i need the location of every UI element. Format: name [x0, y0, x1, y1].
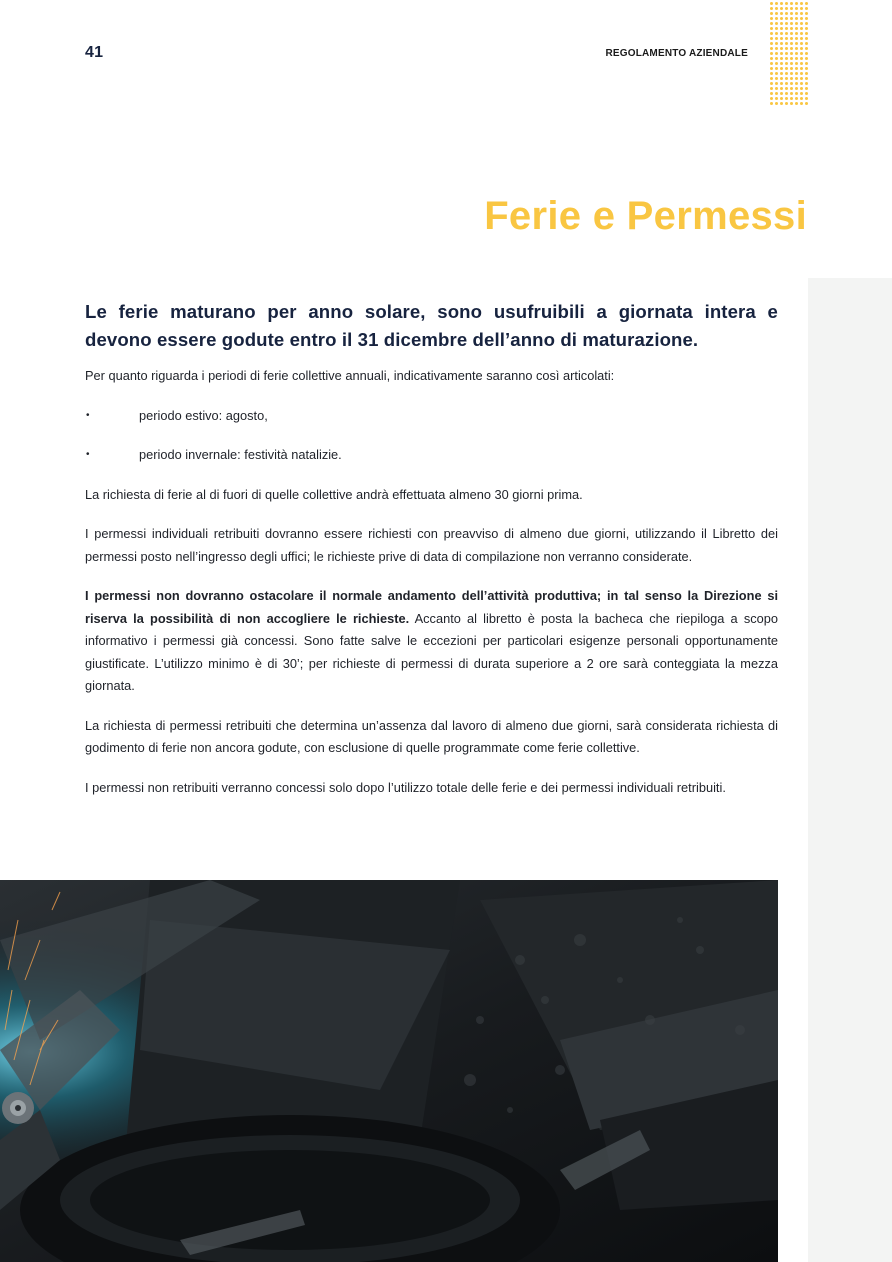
decor-dot [795, 67, 798, 70]
decor-dot [790, 77, 793, 80]
decor-dot [780, 27, 783, 30]
decor-dot [805, 7, 808, 10]
decor-dot [780, 57, 783, 60]
decor-dot [800, 12, 803, 15]
decor-dot [800, 17, 803, 20]
decor-dot [795, 17, 798, 20]
decor-dot [795, 37, 798, 40]
decor-dot [775, 82, 778, 85]
bullet-mark: • [86, 409, 90, 421]
decor-dot [805, 37, 808, 40]
decor-dot [790, 92, 793, 95]
decor-dot [805, 62, 808, 65]
decor-dot [795, 87, 798, 90]
decor-dot [785, 22, 788, 25]
decor-dot [785, 67, 788, 70]
decor-dot [800, 32, 803, 35]
decor-dot [785, 87, 788, 90]
decor-dot [795, 27, 798, 30]
running-header: REGOLAMENTO AZIENDALE [605, 48, 748, 59]
decor-dot [805, 102, 808, 105]
decor-dot [770, 32, 773, 35]
decor-dot [775, 77, 778, 80]
decor-dot [805, 32, 808, 35]
decor-dot [770, 17, 773, 20]
decor-dot [775, 7, 778, 10]
decor-dot [785, 77, 788, 80]
decor-dot [770, 57, 773, 60]
decor-dot [780, 12, 783, 15]
decor-dot [805, 82, 808, 85]
decor-dot [775, 12, 778, 15]
decor-dot [790, 47, 793, 50]
decor-dot [775, 22, 778, 25]
decor-dot [785, 12, 788, 15]
decor-dot [800, 97, 803, 100]
decor-dot [770, 27, 773, 30]
paragraph-absence: La richiesta di permessi retribuiti che determina un’assenza dal lavoro di almeno due giorni, sarà considerata richiesta di godimento di ferie non ancora godute, con esclusione di quelle programmate come ferie collettive. [85, 717, 778, 755]
decor-dot [780, 17, 783, 20]
decor-dot [800, 62, 803, 65]
paragraph-collective-leave: Per quanto riguarda i periodi di ferie collettive annuali, indicativamente saranno così articolati: [85, 368, 615, 383]
decor-dot [805, 67, 808, 70]
decor-dot [795, 92, 798, 95]
decor-dot [790, 22, 793, 25]
decor-dot [770, 42, 773, 45]
decor-dot [790, 37, 793, 40]
decor-dot [775, 57, 778, 60]
decor-dot [805, 87, 808, 90]
paragraph-leave-request: La richiesta di ferie al di fuori di quelle collettive andrà effettuata almeno 30 giorni prima. [85, 486, 583, 502]
decor-dot [790, 42, 793, 45]
decor-dot [800, 27, 803, 30]
decor-dot [785, 42, 788, 45]
decor-dot [785, 82, 788, 85]
decor-dot [785, 97, 788, 100]
decor-dot [805, 12, 808, 15]
paragraph-unpaid-permits: I permessi non retribuiti verranno concessi solo dopo l’utilizzo totale delle ferie e dei permessi individuali retribuiti. [85, 779, 726, 795]
decor-dot [805, 22, 808, 25]
decor-dot [780, 7, 783, 10]
decor-dot [775, 27, 778, 30]
decor-dot [775, 42, 778, 45]
decor-dot [800, 22, 803, 25]
decor-dot [770, 67, 773, 70]
bullet-item [85, 405, 778, 428]
decor-dot [790, 17, 793, 20]
decor-dot [770, 52, 773, 55]
decor-dot [785, 57, 788, 60]
decor-dot [775, 37, 778, 40]
decor-dot [770, 87, 773, 90]
decor-dot [775, 87, 778, 90]
bullet-item [85, 444, 778, 467]
decor-dot [775, 17, 778, 20]
decor-dot [795, 2, 798, 5]
decor-dot [805, 77, 808, 80]
decor-dot [800, 57, 803, 60]
decor-dot [790, 67, 793, 70]
decor-dot [800, 92, 803, 95]
decor-dot [800, 52, 803, 55]
decor-dot [780, 42, 783, 45]
decor-dot [805, 27, 808, 30]
decor-dot [800, 102, 803, 105]
decor-dot [770, 2, 773, 5]
decor-dot [775, 67, 778, 70]
side-panel [808, 278, 892, 1262]
decor-dot [805, 57, 808, 60]
bullet-text: periodo estivo: agosto, [139, 407, 268, 423]
decor-dot [785, 17, 788, 20]
decor-dot [785, 2, 788, 5]
page-number: 41 [85, 44, 104, 61]
decor-dot [800, 72, 803, 75]
decor-dot [770, 77, 773, 80]
decor-dot [770, 47, 773, 50]
decor-dot [780, 47, 783, 50]
decor-dot [770, 62, 773, 65]
decor-dot [775, 47, 778, 50]
decor-dot [770, 82, 773, 85]
decor-dot [775, 97, 778, 100]
decor-dot [780, 52, 783, 55]
decor-dot [785, 27, 788, 30]
decor-dot [780, 62, 783, 65]
decor-dot [800, 77, 803, 80]
page-title: Ferie e Permessi [484, 194, 807, 238]
decor-dot [775, 72, 778, 75]
decor-dot [800, 67, 803, 70]
decor-dot [785, 47, 788, 50]
decor-dot [795, 57, 798, 60]
decor-dot [790, 87, 793, 90]
decor-dot [770, 22, 773, 25]
decor-dot [805, 47, 808, 50]
decor-dot [795, 62, 798, 65]
decor-dot [805, 97, 808, 100]
decor-dot [785, 62, 788, 65]
bullet-text: periodo invernale: festività natalizie. [139, 447, 342, 462]
decor-dot [780, 2, 783, 5]
decor-dot [795, 12, 798, 15]
machinery-photo [0, 880, 778, 1262]
decor-dot [800, 2, 803, 5]
decor-dot [795, 47, 798, 50]
decor-dot [785, 7, 788, 10]
decor-dot [795, 22, 798, 25]
decor-dot [785, 92, 788, 95]
decor-dot [770, 92, 773, 95]
paragraph-individual-permits: I permessi individuali retribuiti dovranno essere richiesti con preavviso di almeno due giorni, utilizzando il Libretto dei permessi posto nell’ingresso degli uffici; le richieste prive di data di compilazione non verranno considerate. [85, 526, 778, 564]
decor-dot [790, 62, 793, 65]
decor-dot [770, 102, 773, 105]
decor-dot [780, 97, 783, 100]
decor-dot [800, 82, 803, 85]
decor-dot [800, 47, 803, 50]
decor-dot [785, 52, 788, 55]
decor-dot [790, 7, 793, 10]
decor-dot [790, 72, 793, 75]
decor-dot [805, 2, 808, 5]
body-content [85, 298, 778, 816]
decor-dot [790, 57, 793, 60]
decor-dot [790, 97, 793, 100]
decor-dot [770, 12, 773, 15]
decor-dot [795, 42, 798, 45]
paragraph-permit-rules [85, 585, 778, 698]
lead-paragraph: Le ferie maturano per anno solare, sono usufruibili a giornata intera e devono essere godute entro il 31 dicembre dell’anno di maturazione. [85, 301, 778, 350]
decor-dot [780, 72, 783, 75]
decor-dot [780, 67, 783, 70]
decor-dot [785, 32, 788, 35]
decor-dot [795, 52, 798, 55]
decor-dot [805, 72, 808, 75]
decor-dot [795, 102, 798, 105]
decor-dot [790, 32, 793, 35]
decor-dot [790, 52, 793, 55]
decor-dot [790, 102, 793, 105]
decor-dot [795, 97, 798, 100]
decor-dot [800, 7, 803, 10]
decor-dot [780, 37, 783, 40]
decor-dot [780, 32, 783, 35]
decor-dot [785, 72, 788, 75]
decor-dot [775, 62, 778, 65]
decor-dot [770, 97, 773, 100]
decor-dot [770, 72, 773, 75]
decor-dot [780, 82, 783, 85]
paragraph-rest: Accanto al libretto è posta la bacheca che riepiloga a scopo informativo i permessi già concessi. Sono fatte salve le eccezioni per particolari esigenze personali opportunamente giustificate. L’utilizzo minimo è di 30’; per richieste di permessi di durata superiore a 2 ore sarà conteggiata la mezza giornata. [85, 610, 778, 693]
decor-dot [805, 92, 808, 95]
decor-dot [775, 52, 778, 55]
bullet-mark: • [86, 449, 90, 460]
decor-dot [790, 2, 793, 5]
decor-dot [785, 37, 788, 40]
decor-dot [800, 42, 803, 45]
decor-dot [785, 102, 788, 105]
decor-dot [790, 82, 793, 85]
decor-dot [770, 37, 773, 40]
decor-dot [775, 102, 778, 105]
decor-dot [795, 7, 798, 10]
decor-dot [780, 22, 783, 25]
decor-dot [775, 32, 778, 35]
decor-dot [800, 87, 803, 90]
decor-dot [780, 87, 783, 90]
decor-dot [800, 37, 803, 40]
decor-dot [770, 7, 773, 10]
decor-dot [790, 12, 793, 15]
decor-dot [795, 72, 798, 75]
decor-dot [780, 92, 783, 95]
paragraph-bold-lead: I permessi non dovranno ostacolare il normale andamento dell’attività produttiva; in tal senso la Direzione si riserva la possibilità di non accogliere le richieste. [85, 588, 778, 626]
decor-dot [790, 27, 793, 30]
decor-dot [775, 2, 778, 5]
decor-dot [805, 52, 808, 55]
decor-dot [775, 92, 778, 95]
decor-dot [780, 102, 783, 105]
decor-dot [780, 77, 783, 80]
dot-grid-decoration [769, 1, 809, 107]
decor-dot [795, 82, 798, 85]
decor-dot [795, 77, 798, 80]
decor-dot [795, 32, 798, 35]
decor-dot [805, 17, 808, 20]
decor-dot [805, 42, 808, 45]
